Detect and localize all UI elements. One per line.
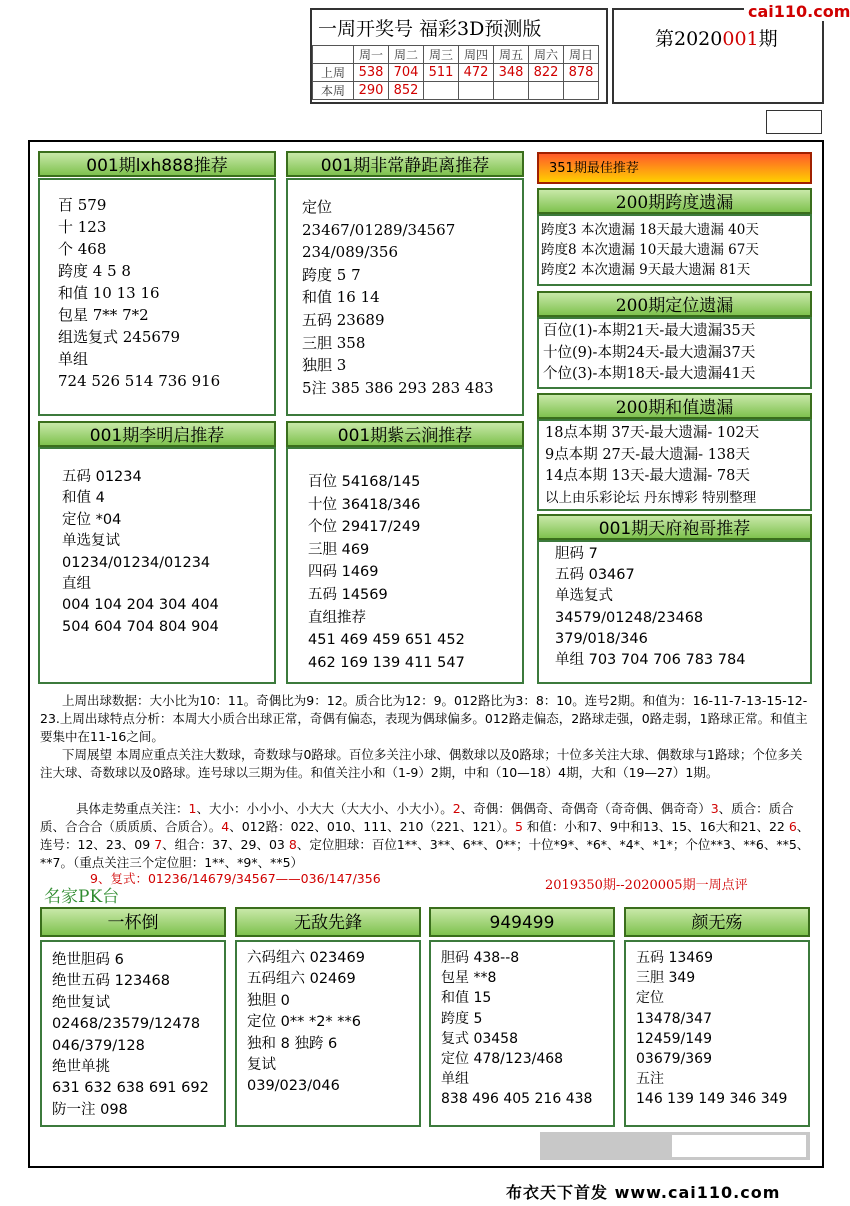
period-label: 第2020001期 <box>655 28 778 50</box>
panel-title: 001期天府袍哥推荐 <box>537 514 812 540</box>
draw-number <box>529 82 564 100</box>
draw-number: 538 <box>354 64 389 82</box>
footer-site[interactable]: 布衣天下首发 www.cai110.com <box>506 1183 781 1202</box>
analysis-outlook: 下周展望 本周应重点关注大数球，奇数球与0路球。百位多关注小球、偶数球以及0路球；十位多关注大球、偶数球与1路球；个位多关注大球、奇数球以及0路球。连号球以三期为佳。和值关注小和（1-9）2期，中和（10—18）4期，大和（19—27）1期。 <box>40 747 803 780</box>
panel-title: 001期李明启推荐 <box>38 421 276 447</box>
pk-title: 颜无殇 <box>624 907 810 937</box>
day-header: 周四 <box>459 46 494 64</box>
panel-ziyunjian: 百位 54168/145 十位 36418/346 个位 29417/249 三胆 469 四码 1469 五码 14569 直组推荐 451 469 459 651 452 462 169 139 411 547 <box>286 447 524 684</box>
analysis-last-week: 上周出球数据：大小比为10：11。奇偶比为9：12。质合比为12：9。012路比为3：8：10。连号2期。和值为：16-11-7-13-15-12-23.上周出球特点分析：本周大小质合出球正常，奇偶有偏态，表现为偶球偏多。012路走偏态，2路球走强，0路走弱，1路球正常。和值主要集中在11-16之间。 <box>40 693 808 744</box>
draw-number: 472 <box>459 64 494 82</box>
table-header-row <box>313 46 599 64</box>
panel-title: 200期定位遗漏 <box>537 291 812 317</box>
day-header: 周五 <box>494 46 529 64</box>
week-results-table <box>312 45 599 100</box>
pk-title: 无敌先鋒 <box>235 907 421 937</box>
pk-panel: 五码 13469 三胆 349 定位 13478/347 12459/149 03679/369 五注 146 139 149 346 349 <box>624 940 810 1127</box>
period-box <box>612 8 824 104</box>
day-header: 周六 <box>529 46 564 64</box>
best-recommend-title: 351期最佳推荐 <box>537 152 812 184</box>
page-title: 一周开奖号 福彩3D预测版 <box>318 18 542 40</box>
review-period: 2019350期--2020005期一周点评 <box>545 878 748 893</box>
pk-title: 一杯倒 <box>40 907 226 937</box>
panel-title: 001期非常静距离推荐 <box>286 151 524 177</box>
analysis-combo: 9、复式：01236/14679/34567——036/147/356 <box>90 871 381 886</box>
draw-number <box>424 82 459 100</box>
site-logo[interactable]: cai110.com <box>744 2 850 21</box>
decorative-box <box>766 110 822 134</box>
panel-title: 001期lxh888推荐 <box>38 151 276 177</box>
day-header: 周三 <box>424 46 459 64</box>
pk-panel: 绝世胆码 6 绝世五码 123468 绝世复试 02468/23579/12478 046/379/128 绝世单挑 631 632 638 691 692 防一注 098 <box>40 940 226 1127</box>
row-label: 上周 <box>313 64 354 82</box>
draw-number: 348 <box>494 64 529 82</box>
row-label: 本周 <box>313 82 354 100</box>
draw-number: 704 <box>389 64 424 82</box>
day-header: 周二 <box>389 46 424 64</box>
panel-sum-omission: 18点本期 37天-最大遗漏- 102天 9点本期 27天-最大遗漏- 138天 14点本期 13天-最大遗漏- 78天 以上由乐彩论坛 丹东博彩 特别整理 <box>537 419 812 511</box>
draw-number <box>459 82 494 100</box>
day-header: 周日 <box>564 46 599 64</box>
day-header: 周一 <box>354 46 389 64</box>
draw-number <box>564 82 599 100</box>
pk-title: 949499 <box>429 907 615 937</box>
panel-title: 200期跨度遗漏 <box>537 188 812 214</box>
panel-tianfu: 胆码 7 五码 03467 单选复式 34579/01248/23468 379/018/346 单组 703 704 706 783 784 <box>537 540 812 684</box>
draw-number: 878 <box>564 64 599 82</box>
panel-title: 200期和值遗漏 <box>537 393 812 419</box>
footer-blank-box <box>672 1135 806 1157</box>
panel-position-omission: 百位(1)-本期21天-最大遗漏35天 十位(9)-本期24天-最大遗漏37天 个位(3)-本期18天-最大遗漏41天 <box>537 317 812 389</box>
draw-number: 290 <box>354 82 389 100</box>
pk-panel: 六码组六 023469 五码组六 02469 独胆 0 定位 0** *2* **6 独和 8 独跨 6 复试 039/023/046 <box>235 940 421 1127</box>
draw-number: 822 <box>529 64 564 82</box>
pk-panel: 胆码 438--8 包星 **8 和值 15 跨度 5 复式 03458 定位 478/123/468 单组 838 496 405 216 438 <box>429 940 615 1127</box>
panel-lxh888: 百 579 十 123 个 468 跨度 4 5 8 和值 10 13 16 包星 7** 7*2 组选复式 245679 单组 724 526 514 736 916 <box>38 178 276 416</box>
table-row <box>313 82 599 100</box>
draw-number: 511 <box>424 64 459 82</box>
draw-number: 852 <box>389 82 424 100</box>
panel-limingqi: 五码 01234 和值 4 定位 *04 单选复试 01234/01234/01234 直组 004 104 204 304 404 504 604 704 804 904 <box>38 447 276 684</box>
table-row <box>313 64 599 82</box>
analysis-trend: 具体走势重点关注：1、大小：小小小、小大大（大大小、小大小）。2、奇偶：偶偶奇、奇偶奇（奇奇偶、偶奇奇）3、质合：质合质、合合合（质质质、合质合）。4、012路：022、010、111、210（221、121）。5 和值：小和7、9中和13、15、16大和21、22 6、连号：12、23、09 7、组合：37、29、03 8、定位胆球：百位1**、3**、6**、0**；十位*9*、*6*、*4*、*1*；个位**3、**6、**5、**7。（重点关注三个定位胆：1**、*9*、**5） <box>40 801 810 870</box>
panel-title: 001期紫云涧推荐 <box>286 421 524 447</box>
draw-number <box>494 82 529 100</box>
panel-fcjjl: 定位 23467/01289/34567 234/089/356 跨度 5 7 和值 16 14 五码 23689 三胆 358 独胆 3 5注 385 386 293 283 483 <box>286 178 524 416</box>
panel-span-omission: 跨度3 本次遗漏 18天最大遗漏 40天 跨度8 本次遗漏 10天最大遗漏 67天 跨度2 本次遗漏 9天最大遗漏 81天 <box>537 214 812 286</box>
pk-section-title: 名家PK台 <box>44 887 120 907</box>
